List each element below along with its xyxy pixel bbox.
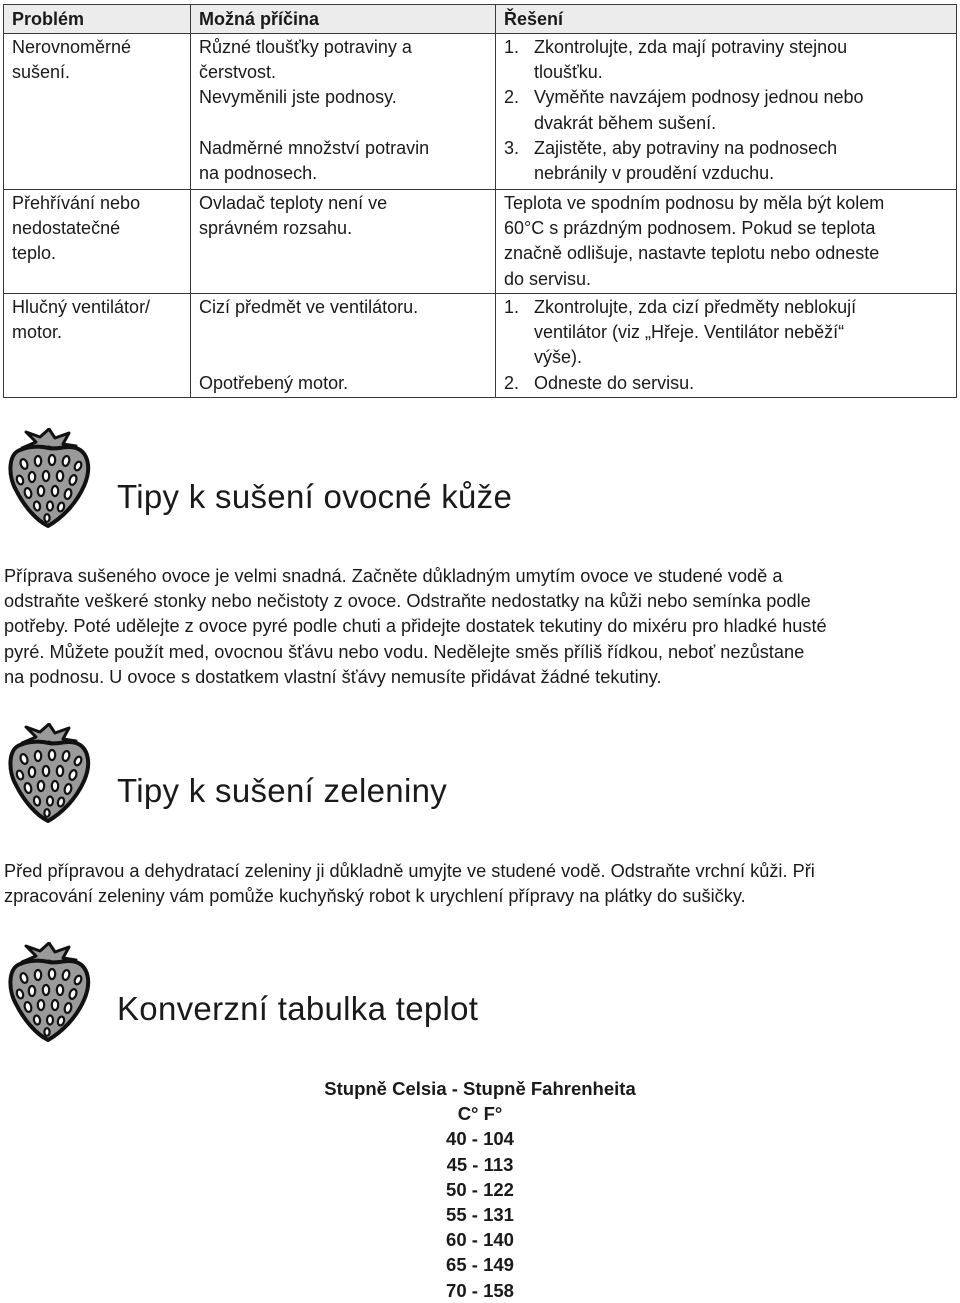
solution-list (504, 295, 948, 396)
header-solution: Řešení (496, 5, 957, 34)
problem-cell: Nerovnoměrné sušení. (4, 34, 191, 190)
conversion-row: 55 - 131 (446, 1204, 514, 1226)
conversion-subheading: C° F° (457, 1103, 503, 1125)
troubleshooting-table (3, 4, 957, 398)
table-header-row (4, 5, 957, 34)
header-problem: Problém (4, 5, 191, 34)
section-title: Konverzní tabulka teplot (117, 990, 479, 1027)
table-row (4, 294, 957, 398)
solution-step: 3. Zajistěte, aby potraviny na podnosech nebránily v proudění vzduchu. (504, 137, 838, 184)
problem-cell: Hlučný ventilátor/ motor. (4, 294, 191, 398)
conversion-row: 65 - 149 (446, 1254, 514, 1276)
section-body: Před přípravou a dehydratací zeleniny ji důkladně umyjte ve studené vodě. Odstraňte vrchní kůži. Při zpracování zeleniny vám pomůže kuchyňský robot k urychlení přípravy na plátky do sušičky. (4, 861, 815, 907)
conversion-row: 60 - 140 (446, 1229, 514, 1251)
section-title: Tipy k sušení zeleniny (117, 772, 448, 809)
strawberry-icon (6, 428, 92, 528)
header-cause: Možná příčina (191, 5, 496, 34)
section-title: Tipy k sušení ovocné kůže (117, 478, 513, 515)
problem-cell: Přehřívání nebo nedostatečné teplo. (4, 190, 191, 294)
cause-cell: Ovladač teploty není ve správném rozsahu. (191, 190, 496, 294)
conversion-row: 40 - 104 (446, 1128, 514, 1150)
section-fruit (0, 428, 960, 698)
cause-cell: Různé tloušťky potraviny a čerstvost. Nevyměnili jste podnosy. Nadměrné množství potravin na podnosech. (191, 34, 496, 190)
section-vegetables (0, 723, 960, 913)
solution-step: 2. Vyměňte navzájem podnosy jednou nebo dvakrát během sušení. (504, 87, 864, 133)
cause-cell: Cizí předmět ve ventilátoru. Opotřebený motor. (191, 294, 496, 398)
table-row (4, 190, 957, 294)
temperature-conversion-table (0, 1076, 960, 1303)
conversion-heading: Stupně Celsia - Stupně Fahrenheita (324, 1078, 636, 1099)
solution-cell: Teplota ve spodním podnosu by měla být kolem 60°C s prázdným podnosem. Pokud se teplota značně odlišuje, nastavte teplotu nebo odneste do servisu. (496, 190, 957, 294)
table-row (4, 34, 957, 190)
section-conversion (0, 942, 960, 1052)
solution-step: 1. Zkontrolujte, zda mají potraviny stejnou tloušťku. (504, 37, 848, 83)
conversion-row: 50 - 122 (446, 1178, 514, 1200)
solution-cell (496, 294, 957, 398)
solution-step: 2. Odneste do servisu. (504, 372, 695, 393)
conversion-row: 70 - 158 (446, 1279, 514, 1301)
solution-cell (496, 34, 957, 190)
conversion-row: 45 - 113 (446, 1153, 514, 1175)
solution-list (504, 35, 948, 186)
solution-step: 1. Zkontrolujte, zda cizí předměty neblokují ventilátor (viz „Hřeje. Ventilátor neběží“ výše). (504, 297, 857, 368)
section-body: Příprava sušeného ovoce je velmi snadná. Začněte důkladným umytím ovoce ve studené vodě a odstraňte veškeré stonky nebo nečistoty z ovoce. Odstraňte nedostatky na kůži nebo semínka podle potřeby. Poté udělejte z ovoce pyré podle chuti a přidejte dostatek tekutiny do mixéru pro hladké husté pyré. Můžete použít med, ovocnou šťávu nebo vodu. Nedělejte směs příliš řídkou, neboť nezůstane na podnosu. U ovoce s dostatkem vlastní šťávy nemusíte přidávat žádné tekutiny. (4, 566, 827, 687)
strawberry-icon (6, 723, 92, 823)
strawberry-icon (6, 942, 92, 1042)
